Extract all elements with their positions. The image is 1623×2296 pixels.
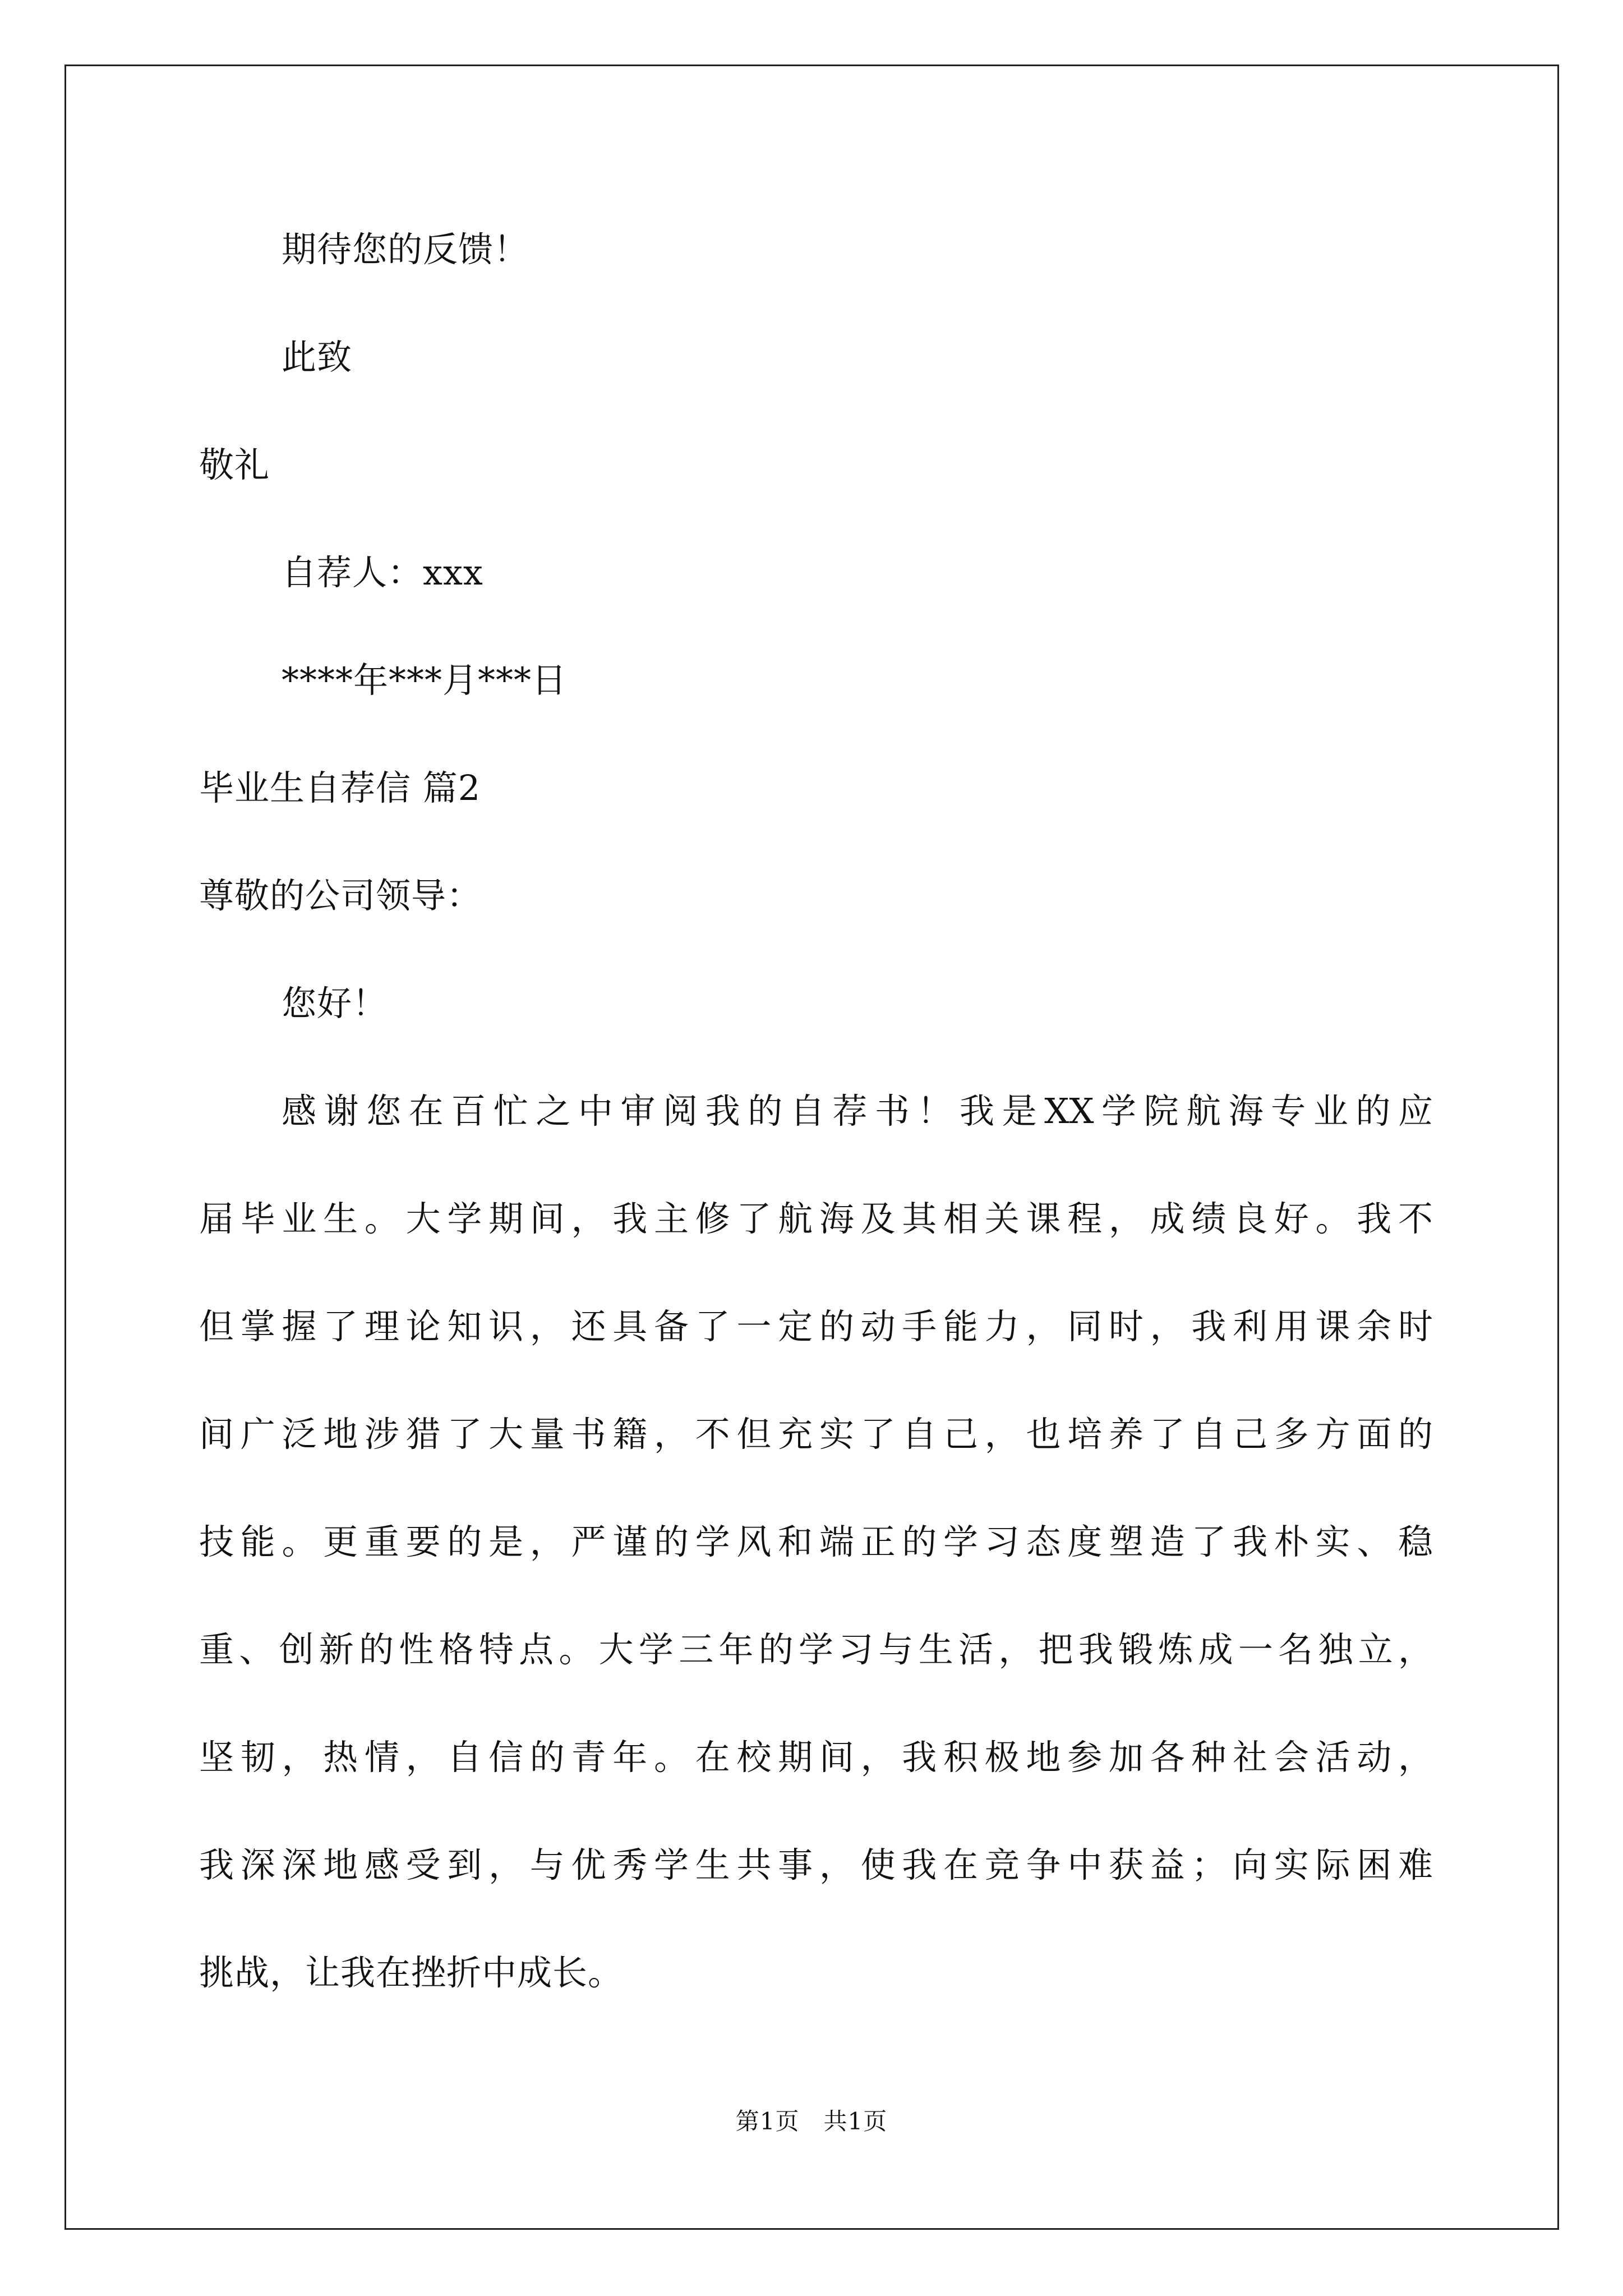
body-line-4: 间广泛地涉猎了大量书籍，不但充实了自己，也培养了自己多方面的 [199, 1414, 1433, 1455]
addressee-line: 尊敬的公司领导： [199, 875, 482, 916]
signer-line: 自荐人：xxx [282, 552, 483, 593]
salutation-jingli: 敬礼 [199, 444, 270, 485]
body-line-1: 感谢您在百忙之中审阅我的自荐书！我是XX学院航海专业的应 [282, 1091, 1433, 1131]
section-heading: 毕业生自荐信 篇2 [199, 767, 481, 808]
page-footer: 第1页 共1页 [735, 2108, 888, 2135]
hello-line: 您好！ [282, 983, 388, 1024]
body-line-6: 重、创新的性格特点。大学三年的学习与生活，把我锻炼成一名独立， [199, 1629, 1433, 1670]
body-line-9: 挑战，让我在挫折中成长。 [199, 1952, 624, 1993]
body-line-3: 但掌握了理论知识，还具备了一定的动手能力，同时，我利用课余时 [199, 1306, 1433, 1347]
body-line-8: 我深深地感受到，与优秀学生共事，使我在竞争中获益；向实际困难 [199, 1844, 1433, 1885]
date-line: ****年***月***日 [282, 660, 568, 701]
body-line-2: 届毕业生。大学期间，我主修了航海及其相关课程，成绩良好。我不 [199, 1198, 1433, 1239]
body-line-5: 技能。更重要的是，严谨的学风和端正的学习态度塑造了我朴实、稳 [199, 1521, 1433, 1562]
body-line-7: 坚韧，热情，自信的青年。在校期间，我积极地参加各种社会活动， [199, 1737, 1433, 1778]
page-frame [64, 65, 1559, 2230]
closing-line: 期待您的反馈！ [282, 229, 529, 270]
salutation-cizhi: 此致 [282, 337, 353, 378]
